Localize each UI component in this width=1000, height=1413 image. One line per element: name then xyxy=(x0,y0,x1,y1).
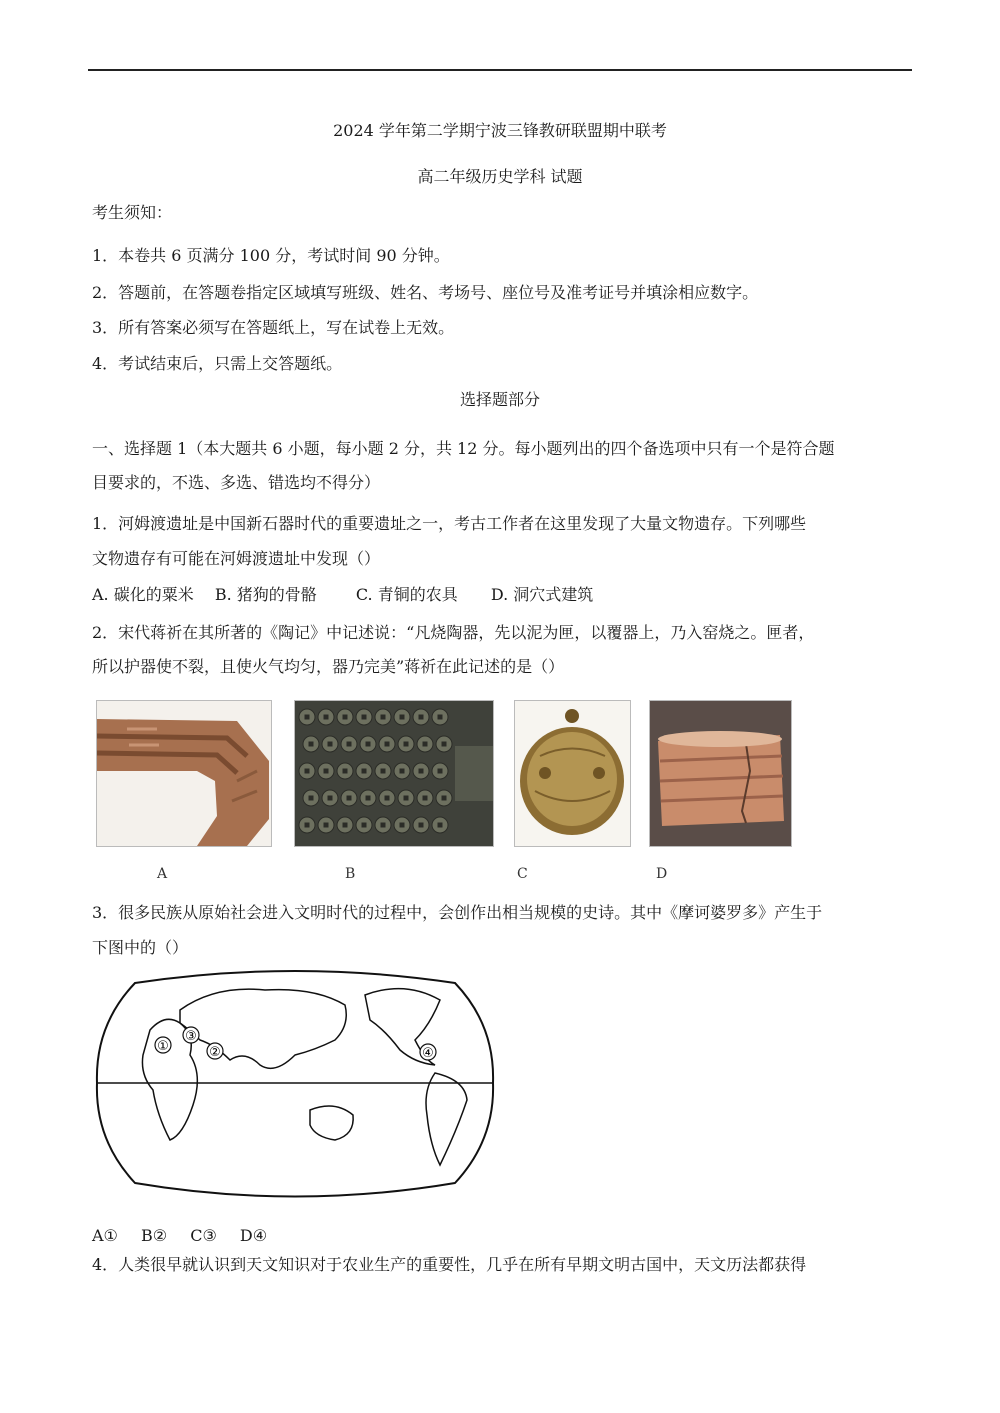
coin-mold-coin-hole xyxy=(366,742,371,747)
coin-mold-coin-hole xyxy=(305,823,310,828)
coin-mold-coin-hole xyxy=(328,796,333,801)
coin-mold-coin-hole xyxy=(309,742,314,747)
coin-mold-coin-hole xyxy=(324,715,329,720)
coin-mold-coin-hole xyxy=(438,823,443,828)
coin-mold-coin-hole xyxy=(347,742,352,747)
map-marker-2: ② xyxy=(209,1045,221,1060)
coin-mold-coin-hole xyxy=(343,769,348,774)
map-continent-south-america xyxy=(426,1073,467,1165)
notice-heading: 考生须知： xyxy=(92,203,173,222)
q2-image-d-label: D xyxy=(656,866,668,882)
map-marker-4: ④ xyxy=(422,1046,434,1061)
map-continent-asia xyxy=(180,989,346,1068)
coin-mold-coin-hole xyxy=(385,742,390,747)
q2-image-a-label: A xyxy=(157,866,168,882)
q3-option-b: B② xyxy=(141,1226,168,1245)
coin-mold-coin-hole xyxy=(442,796,447,801)
coin-mold-coin-hole xyxy=(438,769,443,774)
coin-mold-coin-hole xyxy=(423,796,428,801)
coin-mold-coin-hole xyxy=(362,715,367,720)
coin-mold-coin-hole xyxy=(324,823,329,828)
q2-image-c-label: C xyxy=(517,866,528,882)
coin-mold-coin-hole xyxy=(419,769,424,774)
q1-option-d: D. 洞穴式建筑 xyxy=(490,585,594,604)
q3-options xyxy=(92,1225,267,1247)
exam-title: 2024 学年第二学期宁波三锋教研联盟期中联考 xyxy=(333,121,667,140)
coin-mold-coin-hole xyxy=(442,742,447,747)
coin-mold-coin-hole xyxy=(362,823,367,828)
coin-mold-coin-hole xyxy=(366,796,371,801)
section-intro-line1: 一、选择题 1（本大题共 6 小题，每小题 2 分，共 12 分。每小题列出的四个备选项中只有一个是符合题 xyxy=(92,439,835,458)
coin-mold-coin-hole xyxy=(400,769,405,774)
q3-option-d: D④ xyxy=(239,1226,268,1245)
map-marker-1: ① xyxy=(157,1039,169,1054)
q2-image-b xyxy=(294,700,494,847)
coin-mold-coin-hole xyxy=(324,769,329,774)
coin-mold-coin-hole xyxy=(305,715,310,720)
coin-mold-coin-hole xyxy=(419,823,424,828)
q1-stem-line1: 1．河姆渡遗址是中国新石器时代的重要遗址之一，考古工作者在这里发现了大量文物遗存。下列哪些 xyxy=(92,514,807,533)
q3-stem-line1: 3．很多民族从原始社会进入文明时代的过程中，会创作出相当规模的史诗。其中《摩诃婆罗多》产生于 xyxy=(92,903,823,922)
q2-image-c xyxy=(514,700,631,847)
q1-stem-line2: 文物遗存有可能在河姆渡遗址中发现（） xyxy=(92,549,381,568)
coin-mold-coin-hole xyxy=(381,769,386,774)
notice-item-1: 1．本卷共 6 页满分 100 分，考试时间 90 分钟。 xyxy=(92,246,450,265)
q3-stem-line2: 下图中的（） xyxy=(92,938,189,957)
notice-item-2: 2．答题前，在答题卷指定区域填写班级、姓名、考场号、座位号及准考证号并填涂相应数字。 xyxy=(92,283,759,302)
coin-mold-coin-hole xyxy=(423,742,428,747)
coin-mold-coin-hole xyxy=(305,769,310,774)
coin-mold-coin-hole xyxy=(400,823,405,828)
q2-image-b-label: B xyxy=(345,866,356,882)
section-title: 选择题部分 xyxy=(459,390,540,409)
coin-mold-coin-hole xyxy=(404,796,409,801)
coin-mold-coin-hole xyxy=(328,742,333,747)
q2-stem-line2: 所以护器使不裂，且使火气均匀，器乃完美”蒋祈在此记述的是（） xyxy=(92,657,565,676)
coin-mold-coin-hole xyxy=(309,796,314,801)
map-continent-australia xyxy=(310,1106,353,1140)
coin-mold-coin-hole xyxy=(419,715,424,720)
coin-mold-coin-hole xyxy=(343,823,348,828)
coin-mold-coin-hole xyxy=(343,715,348,720)
q3-option-c: C③ xyxy=(190,1226,217,1245)
q2-image-a xyxy=(96,700,272,847)
coin-mold-coin-hole xyxy=(381,823,386,828)
q2-stem-line1: 2．宋代蒋祈在其所著的《陶记》中记述说：“凡烧陶器，先以泥为匣，以覆器上，乃入窑烧之。匣者， xyxy=(92,623,815,642)
world-map xyxy=(95,965,495,1204)
q1-option-a: A. 碳化的粟米 xyxy=(92,585,194,604)
coin-mold-coin-hole xyxy=(381,715,386,720)
q1-option-b: B. 猪狗的骨骼 xyxy=(214,585,317,604)
coin-mold-coin-hole xyxy=(385,796,390,801)
coin-mold-coin-hole xyxy=(362,769,367,774)
notice-item-3: 3．所有答案必须写在答题纸上，写在试卷上无效。 xyxy=(92,318,455,337)
coin-mold-coin-hole xyxy=(404,742,409,747)
q3-option-a: A① xyxy=(92,1226,118,1245)
section-intro-line2: 目要求的，不选、多选、错选均不得分） xyxy=(92,473,381,492)
coin-mold-coin-hole xyxy=(438,715,443,720)
q1-options xyxy=(92,584,593,606)
coin-mold-coin-hole xyxy=(347,796,352,801)
exam-subtitle: 高二年级历史学科 试题 xyxy=(417,167,583,186)
q4-stem-line1: 4．人类很早就认识到天文知识对于农业生产的重要性，几乎在所有早期文明古国中，天文历法都获得 xyxy=(92,1255,807,1274)
coin-mold-coin-hole xyxy=(400,715,405,720)
q2-image-d xyxy=(649,700,792,847)
q1-option-c: C. 青铜的农具 xyxy=(355,585,458,604)
map-marker-3: ③ xyxy=(185,1029,197,1044)
top-rule xyxy=(88,69,912,71)
notice-item-4: 4．考试结束后，只需上交答题纸。 xyxy=(92,354,343,373)
